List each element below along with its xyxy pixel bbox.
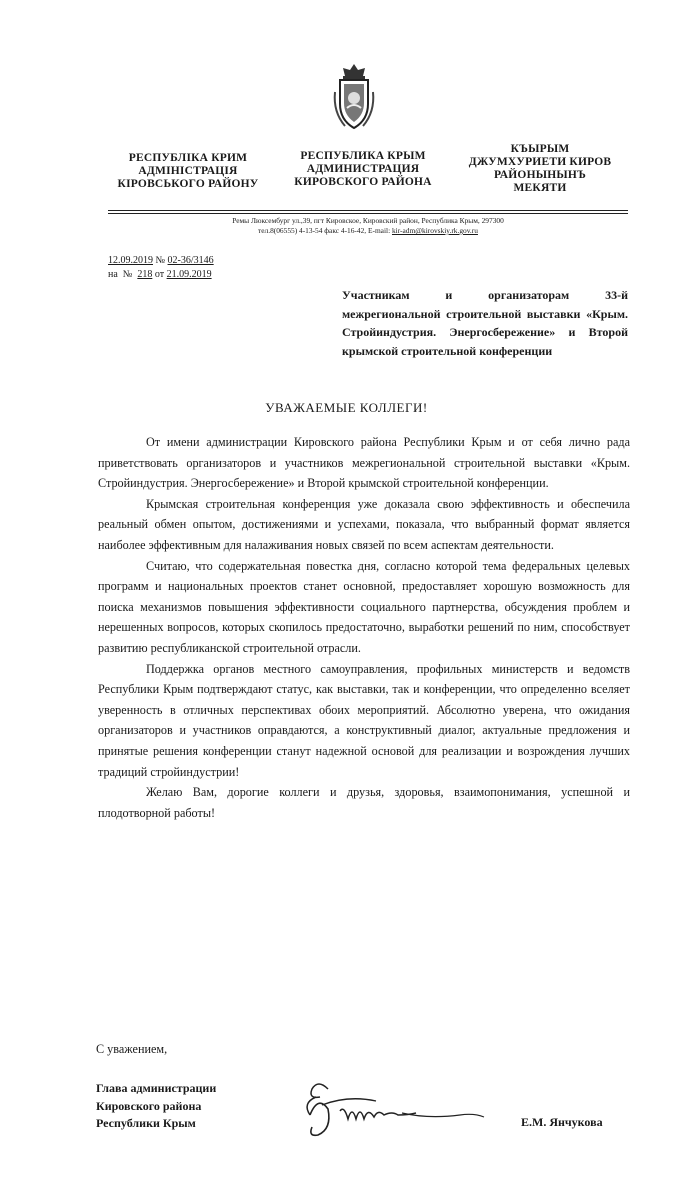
- outgoing-date: 12.09.2019: [108, 255, 153, 266]
- closing-phrase: С уважением,: [96, 1042, 168, 1056]
- signer-name: Е.М. Янчукова: [521, 1115, 603, 1129]
- header-divider: [108, 210, 628, 211]
- header-russian: РЕСПУБЛИКА КРЫМ АДМИНИСТРАЦИЯ КИРОВСКОГО РАЙОНА: [294, 150, 432, 188]
- addressee: Участникам и организаторам 33-й межрегиональной строительной выставки «Крым. Стройиндустрия. Энергосбережение» и Второй крымской строительной конференции: [342, 288, 628, 358]
- paragraph: Поддержка органов местного самоуправления, профильных министерств и ведомств Республики Крым подтверждают статус, как выставки, так и конференции, что определенно вселяет уверенность в отличных перспективах обоих мероприятий. Абсолютно уверена, что ожидания организаторов и участников оправдаются, а конструктивный диалог, актуальные предложения и принятые решения конференции станут надежной основой для реализации и возрождения лучших традиций стройиндустрии!: [98, 661, 630, 779]
- paragraph: От имени администрации Кировского района Республики Крым и от себя лично рада приветствовать организаторов и участников межрегиональной строительной выставки «Крым. Стройиндустрия. Энергосбережение» и Второй крымской строительной конференции.: [98, 435, 630, 491]
- address-block: [108, 216, 628, 236]
- handwritten-signature: [288, 1075, 488, 1145]
- email-link: kir-adm@kirovskiy.rk.gov.ru: [391, 226, 478, 235]
- paragraph: Считаю, что содержательная повестка дня, согласно которой тема федеральных целевых программ и национальных проектов станет основной, предоставляет хорошую возможность для поиска механизмов повышения эффективности социального партнерства, обсуждения проблем и нерешенных вопросов, которых скопилось предостаточно, выработки решений по ним, способствует развитию республиканской строительной отрасли.: [98, 558, 630, 655]
- salutation: УВАЖАЕМЫЕ КОЛЛЕГИ!: [265, 400, 428, 415]
- paragraph: Желаю Вам, дорогие коллеги и друзья, здоровья, взаимопонимания, успешной и плодотворной работы!: [98, 785, 630, 820]
- registration-block: 12.09.2019 № 02-36/3146 на № 218 от 21.09.2019: [108, 255, 214, 280]
- reference-number: 218: [137, 269, 153, 280]
- address-line: Ремы Люксембург ул.,39, пгт Кировское, Кировский район, Республика Крым, 297300: [232, 216, 504, 225]
- paragraph: Крымская строительная конференция уже доказала свою эффективность и обеспечила реальный обмен опытом, достижениями и успехами, показала, что выбранный формат является наиболее эффективным для налаживания новых связей по всем аспектам деятельности.: [98, 496, 630, 552]
- coat-of-arms-emblem: [331, 62, 377, 134]
- header-crimean-tatar: КЪЫРЫМ ДЖУМХУРИЕТИ КИРОВ РАЙОНЫНЫНЪ МЕКЯТИ: [468, 143, 612, 194]
- header-ukrainian: РЕСПУБЛІКА КРИМ АДМІНІСТРАЦІЯ КІРОВСЬКОГО РАЙОНУ: [117, 152, 259, 190]
- header-divider-thin: [108, 213, 628, 214]
- signer-title: Глава администрации Кировского района Республики Крым: [96, 1081, 217, 1130]
- reference-date: 21.09.2019: [166, 269, 212, 280]
- letter-body: [98, 432, 630, 823]
- outgoing-number: 02-36/3146: [167, 255, 214, 266]
- contact-line: тел.8(06555) 4-13-54 факс 4-16-42, E-mail:: [258, 226, 392, 235]
